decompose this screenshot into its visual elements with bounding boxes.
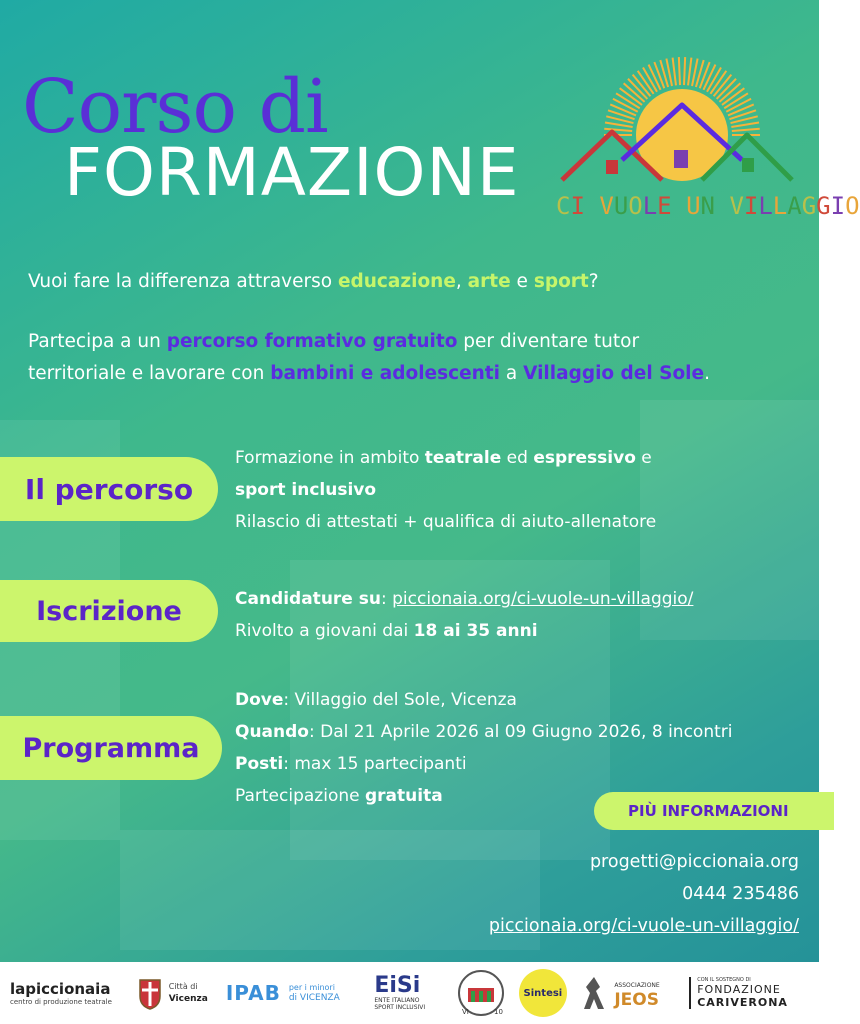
text-bold: espressivo [533, 448, 636, 468]
sun-ray [684, 57, 685, 85]
piccionaia-name: lapiccionaia [10, 980, 111, 998]
intro-text: . [704, 363, 710, 384]
sun-ray [732, 129, 760, 131]
text-bold: Posti [235, 754, 284, 774]
section-label-programma: Programma [0, 716, 222, 780]
text-bold: Candidature su [235, 589, 381, 609]
highlight-arte: arte [467, 271, 511, 292]
jeos-name: JEOS [614, 990, 659, 1010]
sun-ray [731, 122, 759, 126]
logo-letter: O [845, 192, 860, 220]
logo-letter: I [570, 192, 585, 220]
text: Formazione in ambito [235, 448, 425, 468]
text-bold: Dove [235, 690, 284, 710]
programma-partecipazione [235, 780, 443, 812]
vicenza-l2: Vicenza [168, 994, 208, 1004]
logo-letter: I [830, 192, 846, 220]
eisi-name: EiSi [374, 973, 421, 998]
logo-vi10 [456, 968, 519, 1018]
intro-text: , [455, 271, 468, 292]
logo-letter: C [556, 192, 571, 220]
logo-letter: E [657, 192, 672, 220]
highlight-sport: sport [533, 271, 589, 292]
intro-text: a [499, 363, 524, 384]
logo-letter: G [801, 192, 817, 220]
logo-letter: L [772, 192, 788, 220]
logo-jeos [578, 973, 689, 1013]
sun-ray [688, 58, 691, 86]
highlight-percorso-gratuito: percorso formativo gratuito [166, 331, 458, 352]
programma-posti [235, 748, 467, 780]
logo-letter: U [613, 192, 629, 220]
logo-letter: V [599, 192, 614, 220]
contacts [489, 846, 799, 942]
bg-building [120, 830, 540, 950]
logo-fondazione-cariverona [689, 977, 819, 1009]
logo-eisi [374, 975, 455, 1011]
sponsor-footer [0, 962, 819, 1024]
text-bold: gratuita [364, 786, 443, 806]
text: : Dal 21 Aprile 2026 al 09 Giugno 2026, 8 incontri [308, 722, 733, 742]
ipab-l1: per i minori [288, 983, 335, 992]
text-bold: Quando [235, 722, 309, 742]
logo-letter: U [686, 192, 701, 220]
ipab-name: IPAB [225, 981, 281, 1005]
text: : max 15 partecipanti [283, 754, 467, 774]
sun-ray [604, 129, 632, 131]
text: e [635, 448, 652, 468]
contact-url[interactable]: piccionaia.org/ci-vuole-un-villaggio/ [488, 916, 799, 936]
intro-line-2 [28, 326, 639, 358]
logo-letter: G [816, 192, 831, 220]
eisi-l1: ENTE ITALIANO [374, 997, 420, 1004]
vicenza-l1: Città di [168, 982, 198, 991]
logo-letter [715, 192, 729, 220]
logo-letter [672, 192, 686, 220]
logo-vicenza [137, 976, 226, 1010]
sintesi-name: Sintesi [519, 969, 567, 1017]
title-main: FORMAZIONE [64, 134, 520, 211]
intro-text: per diventare tutor [457, 331, 640, 352]
logo-letter: I [743, 192, 759, 220]
text-bold: 18 ai 35 anni [413, 621, 538, 641]
percorso-line-3: Rilascio di attestati + qualifica di aiuto-allenatore [235, 512, 657, 532]
programma-dove [235, 684, 517, 716]
logo-letter: O [628, 192, 643, 220]
sun-ray [605, 122, 633, 126]
vicenza-crest-icon [137, 976, 163, 1010]
fond-l2: FONDAZIONE [697, 983, 781, 996]
intro-text: territoriale e lavorare con [28, 363, 271, 384]
vi10-emblem-icon [456, 968, 506, 1018]
jeos-figure-icon [578, 973, 610, 1013]
logo-letter: L [642, 192, 658, 220]
intro-line-1 [28, 266, 599, 298]
logo-ipab [226, 981, 375, 1005]
fond-l1: CON IL SOSTEGNO DI [697, 977, 751, 983]
intro-text: e [510, 271, 534, 292]
logo-letter: V [729, 192, 744, 220]
fond-l3: CARIVERONA [697, 996, 788, 1009]
iscrizione-line-2 [235, 615, 538, 647]
sun-ray [679, 57, 680, 85]
logo-text [556, 192, 860, 220]
text: : [380, 589, 393, 609]
piccionaia-sub: centro di produzione teatrale [10, 998, 112, 1006]
eisi-l2: SPORT INCLUSIVI [374, 1004, 426, 1011]
logo-sintesi [519, 969, 578, 1017]
text-bold: sport inclusivo [235, 480, 377, 500]
logo-letter: N [700, 192, 715, 220]
percorso-line-2 [235, 474, 376, 506]
signup-link[interactable]: piccionaia.org/ci-vuole-un-villaggio/ [392, 589, 694, 609]
intro-text: ? [588, 271, 599, 292]
contact-phone[interactable]: 0444 235486 [682, 884, 799, 904]
intro-text: Vuoi fare la differenza attraverso [28, 271, 338, 292]
ipab-l2: di VICENZA [288, 993, 340, 1003]
highlight-villaggio: Villaggio del Sole [523, 363, 705, 384]
section-label-iscrizione: Iscrizione [0, 580, 218, 642]
iscrizione-line-1 [235, 583, 693, 615]
more-info-button[interactable]: PIÙ INFORMAZIONI [594, 792, 834, 830]
text: Rivolto a giovani dai [235, 621, 414, 641]
sun-ray [673, 58, 676, 86]
vi-l1: VI [461, 1008, 469, 1016]
title-script: Corso di [22, 64, 328, 150]
logo-piccionaia [0, 980, 137, 1006]
logo-letter: A [787, 192, 802, 220]
contact-email[interactable]: progetti@piccionaia.org [589, 852, 799, 872]
logo-letter: L [758, 192, 773, 220]
section-label-percorso: Il percorso [0, 457, 218, 521]
text: : Villaggio del Sole, Vicenza [283, 690, 517, 710]
vi-l2: 10 [493, 1008, 503, 1016]
text: ed [501, 448, 534, 468]
percorso-line-1 [235, 442, 652, 474]
intro-line-3 [28, 358, 710, 390]
jeos-l1: ASSOCIAZIONE [614, 982, 660, 989]
text: Partecipazione [235, 786, 365, 806]
text-bold: teatrale [424, 448, 502, 468]
programma-quando [235, 716, 732, 748]
logo-letter [585, 192, 599, 220]
intro-text: Partecipa a un [28, 331, 167, 352]
highlight-bambini: bambini e adolescenti [270, 363, 500, 384]
highlight-educazione: educazione [337, 271, 456, 292]
